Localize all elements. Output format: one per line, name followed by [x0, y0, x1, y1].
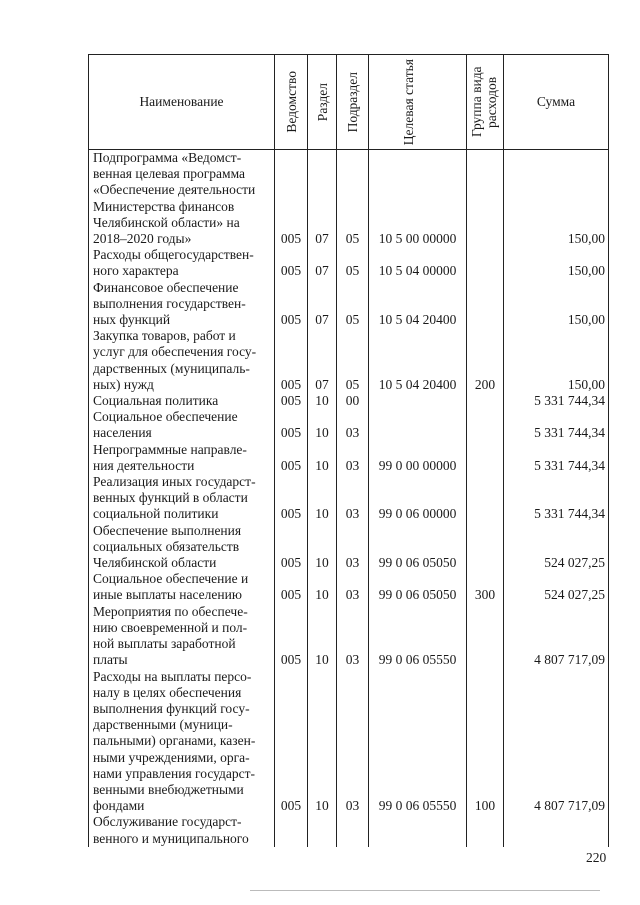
row-celevaya-statya: 99 0 06 00000 — [369, 474, 467, 523]
row-celevaya-statya: 10 5 04 00000 — [369, 247, 467, 279]
row-razdel: 07 — [308, 280, 337, 329]
row-name — [89, 442, 275, 474]
row-gruppa — [467, 150, 504, 248]
table-row — [89, 393, 609, 409]
row-celevaya-statya — [369, 409, 467, 441]
header-podrazdel: Подраздел — [337, 55, 369, 150]
row-summa: 150,00 — [504, 328, 609, 393]
row-celevaya-statya: 99 0 06 05550 — [369, 604, 467, 669]
row-name-line: Подпрограмма «Ведомст- — [93, 150, 242, 165]
row-razdel: 10 — [308, 523, 337, 572]
row-name-line: Закупка товаров, работ и — [93, 328, 236, 344]
row-vedomstvo: 005 — [275, 247, 308, 279]
row-name-line: ния деятельности — [93, 457, 195, 473]
row-name-line: ной выплаты заработной — [93, 636, 236, 652]
row-summa: 150,00 — [504, 150, 609, 248]
row-podrazdel — [337, 814, 369, 846]
row-name-line: Расходы общегосударствен- — [93, 247, 254, 263]
row-name-line: налу в целях обеспечения — [93, 684, 242, 700]
row-name-line: Обеспечение выполнения — [93, 522, 242, 538]
row-name-line: ных функций — [93, 312, 171, 328]
table-row — [89, 604, 609, 669]
row-summa: 5 331 744,34 — [504, 409, 609, 441]
row-razdel: 10 — [308, 474, 337, 523]
row-summa: 5 331 744,34 — [504, 442, 609, 474]
table-row — [89, 150, 609, 248]
row-vedomstvo: 005 — [275, 150, 308, 248]
row-name-line: ного характера — [93, 263, 179, 279]
table-row — [89, 328, 609, 393]
row-podrazdel: 03 — [337, 523, 369, 572]
row-name-line: социальных обязательств — [93, 538, 240, 554]
row-name — [89, 328, 275, 393]
row-summa: 4 807 717,09 — [504, 604, 609, 669]
row-name-line: Финансовое обеспечение — [93, 279, 239, 295]
row-name — [89, 814, 275, 846]
row-podrazdel: 03 — [337, 409, 369, 441]
row-gruppa — [467, 814, 504, 846]
row-razdel: 07 — [308, 247, 337, 279]
row-name-line: населения — [93, 425, 152, 441]
row-podrazdel: 03 — [337, 442, 369, 474]
row-vedomstvo: 005 — [275, 393, 308, 409]
row-name — [89, 393, 275, 409]
row-gruppa — [467, 523, 504, 572]
row-name-line: нами управления государст- — [93, 765, 256, 781]
row-vedomstvo — [275, 814, 308, 846]
row-name-line: социальной политики — [93, 506, 219, 522]
row-name-line: Челябинской области — [93, 555, 217, 571]
row-celevaya-statya — [369, 393, 467, 409]
row-vedomstvo: 005 — [275, 328, 308, 393]
row-summa: 150,00 — [504, 247, 609, 279]
budget-table — [88, 54, 609, 847]
row-summa — [504, 814, 609, 846]
row-name — [89, 571, 275, 603]
row-gruppa — [467, 409, 504, 441]
row-name-line: пальными) органами, казен- — [93, 733, 256, 749]
row-celevaya-statya: 10 5 04 20400 — [369, 328, 467, 393]
row-razdel: 10 — [308, 669, 337, 815]
row-gruppa — [467, 604, 504, 669]
row-razdel: 10 — [308, 409, 337, 441]
row-name — [89, 523, 275, 572]
row-vedomstvo: 005 — [275, 523, 308, 572]
row-name-line: выполнения функций госу- — [93, 700, 250, 716]
row-name — [89, 409, 275, 441]
row-summa: 524 027,25 — [504, 523, 609, 572]
row-celevaya-statya: 10 5 04 20400 — [369, 280, 467, 329]
row-razdel: 07 — [308, 328, 337, 393]
page-number: 220 — [586, 850, 607, 865]
row-summa: 4 807 717,09 — [504, 669, 609, 815]
row-razdel: 10 — [308, 442, 337, 474]
row-gruppa: 300 — [467, 571, 504, 603]
row-celevaya-statya: 99 0 00 00000 — [369, 442, 467, 474]
row-celevaya-statya — [369, 814, 467, 846]
row-name-line: венного и муниципального — [93, 830, 249, 846]
row-vedomstvo: 005 — [275, 280, 308, 329]
row-celevaya-statya: 10 5 00 00000 — [369, 150, 467, 248]
row-name-line: Реализация иных государст- — [93, 474, 256, 490]
header-vedomstvo: Ведомство — [275, 55, 308, 150]
row-podrazdel: 03 — [337, 604, 369, 669]
row-name — [89, 247, 275, 279]
row-name-line: иные выплаты населению — [93, 587, 242, 603]
row-name-line: Обслуживание государст- — [93, 814, 242, 830]
row-name-line: Социальное обеспечение и — [93, 571, 249, 587]
row-gruppa: 100 — [467, 669, 504, 815]
row-name-line: ными учреждениями, орга- — [93, 749, 250, 765]
row-name-line: венная целевая программа — [93, 166, 246, 182]
row-gruppa — [467, 247, 504, 279]
row-summa: 5 331 744,34 — [504, 393, 609, 409]
row-celevaya-statya: 99 0 06 05550 — [369, 669, 467, 815]
row-name — [89, 474, 275, 523]
row-name — [89, 604, 275, 669]
row-name-line: выполнения государствен- — [93, 295, 246, 311]
table-header-row — [89, 55, 609, 150]
row-podrazdel: 05 — [337, 328, 369, 393]
table-row — [89, 442, 609, 474]
row-name-line: венными внебюджетными — [93, 781, 244, 797]
row-name-line: Министерства финансов — [93, 198, 235, 214]
table-row — [89, 247, 609, 279]
row-razdel: 10 — [308, 571, 337, 603]
row-vedomstvo: 005 — [275, 409, 308, 441]
row-name-line: Социальная политика — [93, 393, 219, 409]
row-summa: 150,00 — [504, 280, 609, 329]
row-vedomstvo: 005 — [275, 442, 308, 474]
row-podrazdel: 00 — [337, 393, 369, 409]
header-razdel: Раздел — [308, 55, 337, 150]
header-gruppa-vida-rashodov: Группа вида расходов — [467, 55, 504, 150]
row-vedomstvo: 005 — [275, 669, 308, 815]
table-row — [89, 280, 609, 329]
row-name-line: Челябинской области» на — [93, 214, 240, 230]
row-summa: 524 027,25 — [504, 571, 609, 603]
header-celevaya-statya: Целевая статья — [369, 55, 467, 150]
row-vedomstvo: 005 — [275, 571, 308, 603]
row-gruppa: 200 — [467, 328, 504, 393]
row-name-line: фондами — [93, 798, 145, 814]
row-podrazdel: 03 — [337, 669, 369, 815]
table-row — [89, 523, 609, 572]
row-name-line: 2018–2020 годы» — [93, 231, 192, 247]
row-podrazdel: 03 — [337, 571, 369, 603]
row-name-line: платы — [93, 652, 128, 668]
row-name-line: нию своевременной и пол- — [93, 619, 248, 635]
row-name — [89, 150, 275, 248]
table-row — [89, 814, 609, 846]
row-podrazdel: 05 — [337, 247, 369, 279]
row-name — [89, 669, 275, 815]
row-celevaya-statya: 99 0 06 05050 — [369, 523, 467, 572]
row-name-line: Социальное обеспечение — [93, 409, 238, 425]
row-razdel — [308, 814, 337, 846]
row-name-line: Мероприятия по обеспече- — [93, 603, 248, 619]
header-summa: Сумма — [504, 55, 609, 150]
row-razdel: 10 — [308, 604, 337, 669]
row-gruppa — [467, 474, 504, 523]
row-razdel: 07 — [308, 150, 337, 248]
row-gruppa — [467, 393, 504, 409]
row-name-line: ных) нужд — [93, 376, 154, 392]
row-name — [89, 280, 275, 329]
row-name-line: «Обеспечение деятельности — [93, 182, 256, 198]
row-name-line: услуг для обеспечения госу- — [93, 344, 257, 360]
table-row — [89, 474, 609, 523]
row-podrazdel: 05 — [337, 150, 369, 248]
row-gruppa — [467, 442, 504, 474]
scan-artifact-line — [250, 890, 600, 891]
row-name-line: венных функций в области — [93, 490, 248, 506]
table-row — [89, 669, 609, 815]
row-celevaya-statya: 99 0 06 05050 — [369, 571, 467, 603]
row-name-line: дарственных (муниципаль- — [93, 360, 250, 376]
row-summa: 5 331 744,34 — [504, 474, 609, 523]
table-row — [89, 409, 609, 441]
row-podrazdel: 03 — [337, 474, 369, 523]
row-podrazdel: 05 — [337, 280, 369, 329]
row-gruppa — [467, 280, 504, 329]
row-name-line: Непрограммные направле- — [93, 441, 247, 457]
header-name: Наименование — [89, 55, 275, 150]
row-razdel: 10 — [308, 393, 337, 409]
row-name-line: дарственными (муници- — [93, 717, 233, 733]
row-name-line: Расходы на выплаты персо- — [93, 668, 252, 684]
row-vedomstvo: 005 — [275, 604, 308, 669]
table-row — [89, 571, 609, 603]
row-vedomstvo: 005 — [275, 474, 308, 523]
